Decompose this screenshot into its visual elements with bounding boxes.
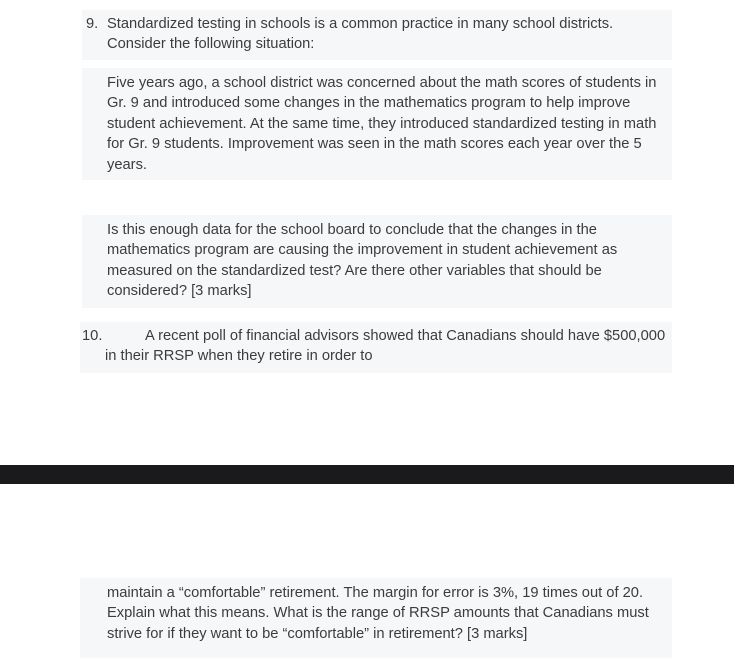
question-9-number: 9. bbox=[86, 16, 99, 32]
question-10-top-text-wrap bbox=[105, 326, 666, 367]
question-10-top-text: A recent poll of financial advisors showed that Canadians should have $500,000 in their RRSP when they retire in order to bbox=[105, 328, 666, 365]
question-9-intro-row bbox=[86, 14, 666, 55]
question-10-top-row bbox=[82, 326, 666, 367]
question-10-bottom-text: maintain a “comfortable” retirement. The margin for error is 3%, 19 times out of 20. Explain what this means. What is the range of RRSP amounts that Canadians must strive for if they want to be “comfortable” in retirement? [3 marks] bbox=[107, 585, 649, 642]
question-9-prompt-block bbox=[82, 215, 672, 308]
question-10-bottom-block bbox=[80, 578, 672, 658]
question-9-scenario-block bbox=[82, 68, 672, 180]
question-9-scenario-text: Five years ago, a school district was concerned about the math scores of students in Gr. 9 and introduced some changes in the mathematics program to help improve student achievement. At the same time, they introduced standardized testing in math for Gr. 9 students. Improvement was seen in the math scores each year over the 5 years. bbox=[107, 75, 657, 173]
question-9-intro-text: Standardized testing in schools is a common practice in many school districts. Consider the following situation: bbox=[107, 16, 614, 53]
question-10-top-block bbox=[80, 322, 672, 373]
question-9-intro-block bbox=[82, 10, 672, 60]
page-break-separator-band bbox=[0, 465, 734, 484]
question-10-number: 10. bbox=[82, 328, 103, 344]
question-9-prompt-text: Is this enough data for the school board to conclude that the changes in the mathematics program are causing the improvement in student achievement as measured on the standardized test? Are there other variables that should be considered? [3 marks] bbox=[107, 222, 618, 300]
